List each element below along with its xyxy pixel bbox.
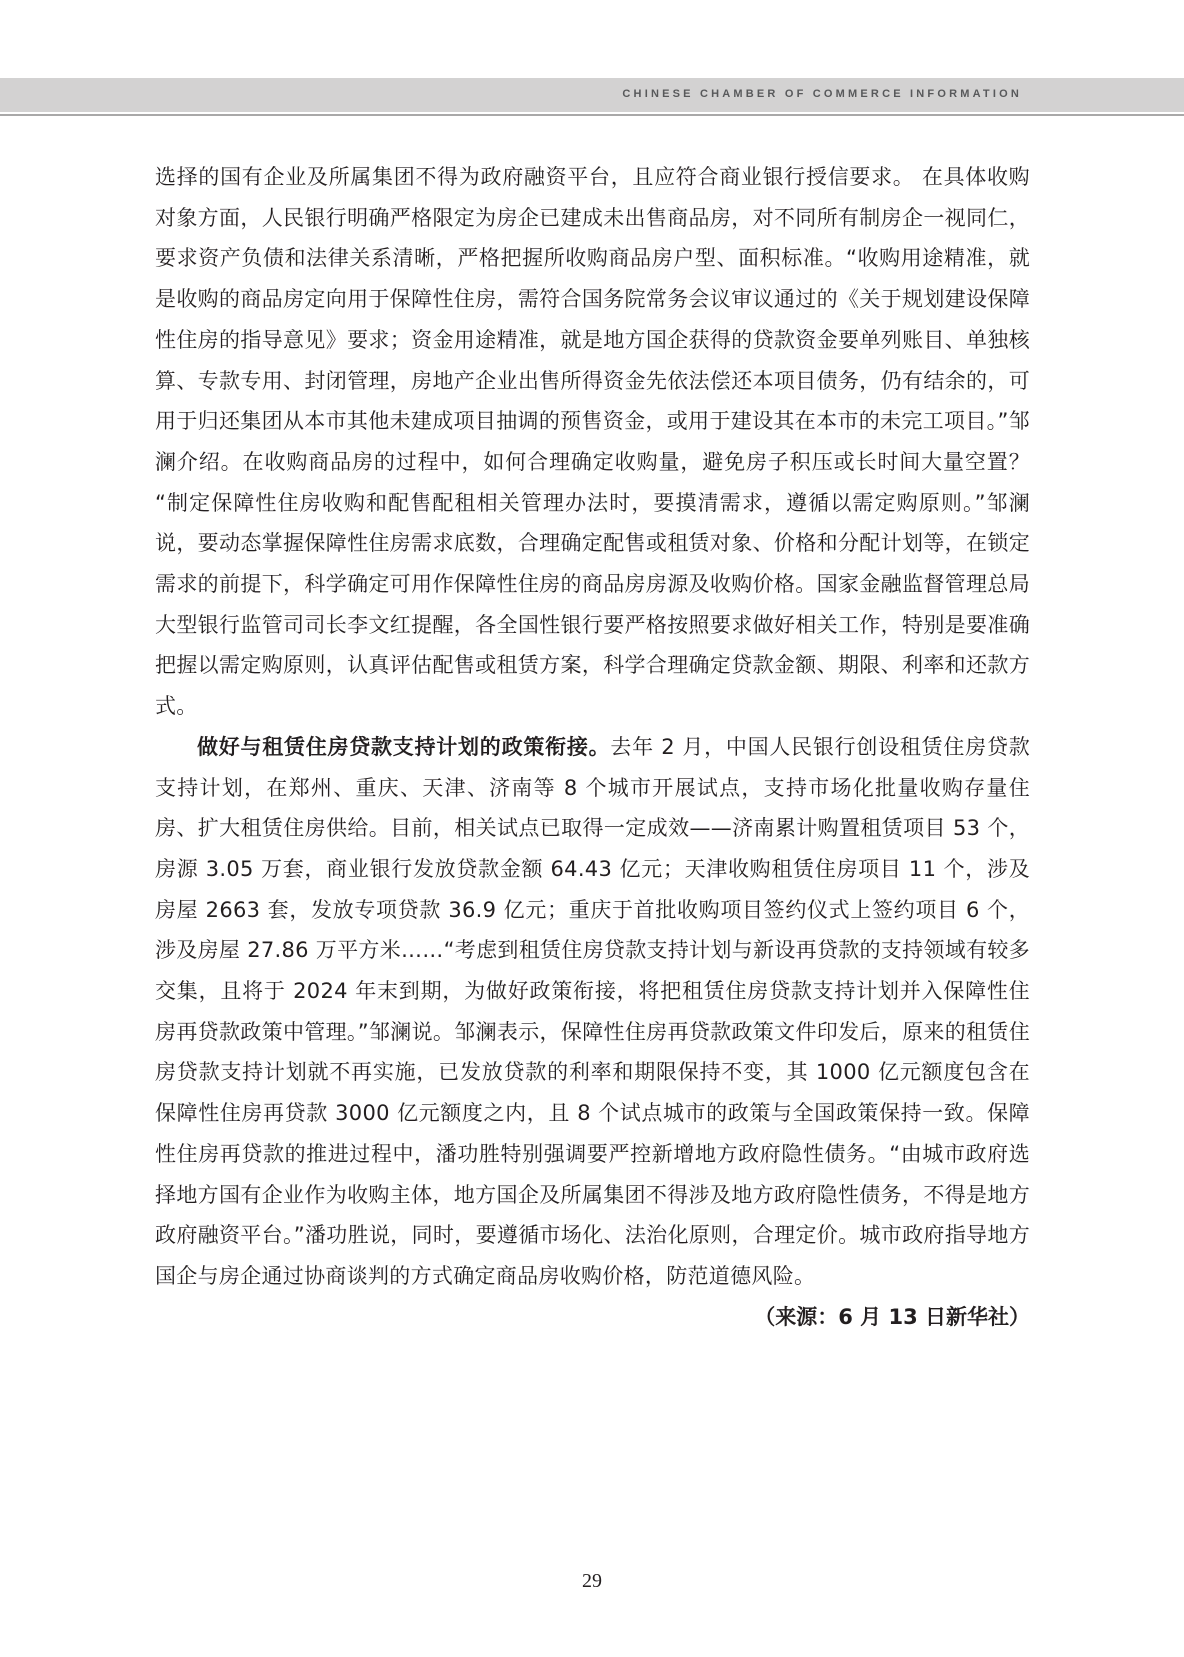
- section-body-text: 去年 2 月，中国人民银行创设租赁住房贷款支持计划，在郑州、重庆、天津、济南等 8 个城市开展试点，支持市场化批量收购存量住房、扩大租赁住房供给。目前，相关试点已取得一定成效——济南累计购置租赁项目 53 个，房源 3.05 万套，商业银行发放贷款金额 64.43 亿元；天津收购租赁住房项目 11 个，涉及房屋 2663 套，发放专项贷款 36.9 亿元；重庆于首批收购项目签约仪式上签约项目 6 个，涉及房屋 27.86 万平方米……“考虑到租赁住房贷款支持计划与新设再贷款的支持领域有较多交集，且将于 2024 年末到期，为做好政策衔接，将把租赁住房贷款支持计划并入保障性住房再贷款政策中管理。”邹澜说。邹澜表示，保障性住房再贷款政策文件印发后，原来的租赁住房贷款支持计划就不再实施，已发放贷款的利率和期限保持不变，其 1000 亿元额度包含在保障性住房再贷款 3000 亿元额度之内，且 8 个试点城市的政策与全国政策保持一致。保障性住房再贷款的推进过程中，潘功胜特别强调要严控新增地方政府隐性债务。“由城市政府选择地方国有企业作为收购主体，地方国企及所属集团不得涉及地方政府隐性债务，不得是地方政府融资平台。”潘功胜说，同时，要遵循市场化、法治化原则，合理定价。城市政府指导地方国企与房企通过协商谈判的方式确定商品房收购价格，防范道德风险。: [155, 734, 1030, 1288]
- article-paragraph: [155, 727, 1030, 1297]
- article-body: [155, 157, 1030, 1337]
- article-paragraph: 选择的国有企业及所属集团不得为政府融资平台，且应符合商业银行授信要求。 在具体收购对象方面，人民银行明确严格限定为房企已建成未出售商品房，对不同所有制房企一视同仁，要求资产负债和法律关系清晰，严格把握所收购商品房户型、面积标准。“收购用途精准，就是收购的商品房定向用于保障性住房，需符合国务院常务会议审议通过的《关于规划建设保障性住房的指导意见》要求；资金用途精准，就是地方国企获得的贷款资金要单列账目、单独核算、专款专用、封闭管理，房地产企业出售所得资金先依法偿还本项目债务，仍有结余的，可用于归还集团从本市其他未建成项目抽调的预售资金，或用于建设其在本市的未完工项目。”邹澜介绍。在收购商品房的过程中，如何合理确定收购量，避免房子积压或长时间大量空置？ “制定保障性住房收购和配售配租相关管理办法时，要摸清需求，遵循以需定购原则。”邹澜说，要动态掌握保障性住房需求底数，合理确定配售或租赁对象、价格和分配计划等，在锁定需求的前提下，科学确定可用作保障性住房的商品房房源及收购价格。国家金融监督管理总局大型银行监管司司长李文红提醒，各全国性银行要严格按照要求做好相关工作，特别是要准确把握以需定购原则，认真评估配售或租赁方案，科学合理确定贷款金额、期限、利率和还款方式。: [155, 165, 1030, 719]
- page-number: 29: [582, 1570, 602, 1592]
- source-attribution: （来源：6 月 13 日新华社）: [754, 1304, 1030, 1329]
- section-lead-heading: 做好与租赁住房贷款支持计划的政策衔接。: [197, 734, 611, 759]
- publication-title: CHINESE CHAMBER OF COMMERCE INFORMATION: [622, 88, 1022, 100]
- header-rule: [0, 114, 1184, 116]
